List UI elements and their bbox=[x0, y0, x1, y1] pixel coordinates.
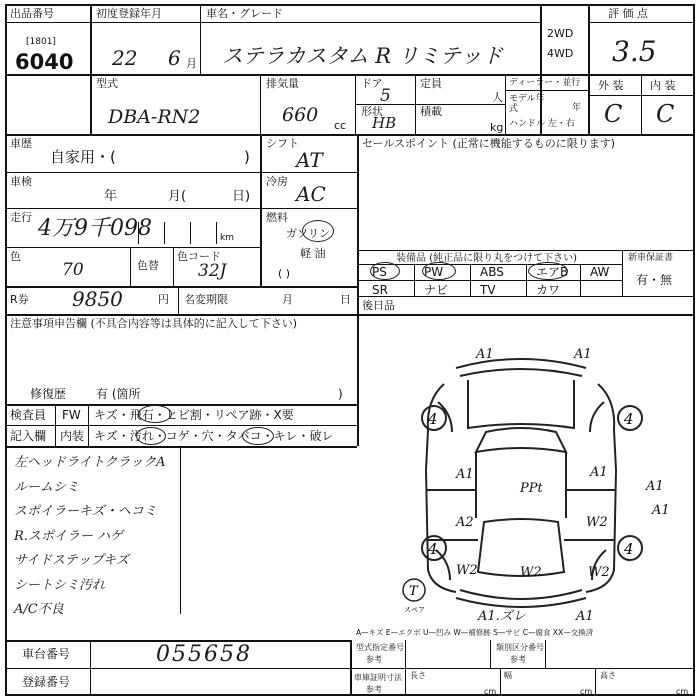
divider bbox=[90, 640, 91, 696]
divider bbox=[5, 172, 357, 173]
lot-number: 6040 bbox=[15, 50, 74, 74]
handle-label: ハンドル 左・右 bbox=[509, 119, 575, 129]
divider bbox=[5, 247, 260, 248]
mark-rear-right: W2 bbox=[588, 565, 610, 580]
person-unit: 人 bbox=[492, 91, 503, 104]
doors-value: 5 bbox=[380, 86, 391, 106]
doors-label: ドア bbox=[361, 77, 383, 90]
equipment-item: AW bbox=[590, 265, 610, 279]
divider bbox=[5, 314, 695, 316]
plate-label: 車庫証明寸法 bbox=[354, 673, 402, 682]
mark-right-side-2: A1 bbox=[652, 503, 670, 518]
spare-label: T bbox=[409, 584, 418, 599]
divider bbox=[130, 247, 131, 286]
mark-rear-right-corner: A1 bbox=[576, 609, 594, 624]
stone-chip-circle bbox=[138, 405, 172, 423]
equipment-item: ABS bbox=[480, 265, 504, 279]
divider bbox=[5, 74, 695, 76]
inspection-year: 年 bbox=[104, 189, 118, 204]
tobacco-circle bbox=[242, 427, 274, 445]
recycle-value: 9850 bbox=[72, 287, 123, 311]
reg-label: 登録番号 bbox=[22, 675, 71, 689]
handwritten-note: R.スポイラー ハゲ bbox=[14, 528, 124, 544]
kg-unit: kg bbox=[490, 121, 504, 134]
pw-circle bbox=[422, 262, 456, 280]
equipment-item: PW bbox=[424, 265, 444, 279]
mark-hood-left: A1 bbox=[456, 467, 474, 482]
divider bbox=[357, 296, 695, 297]
handwritten-note: シートシミ汚れ bbox=[14, 577, 106, 593]
entry-label: 記入欄 bbox=[10, 429, 47, 443]
divider bbox=[588, 22, 695, 23]
mark-tailgate: W2 bbox=[520, 565, 542, 580]
mark-rear-door-left: W2 bbox=[456, 563, 478, 578]
cc-unit: cc bbox=[334, 119, 347, 132]
plate-ref: 参考 bbox=[366, 685, 382, 694]
width-label: 幅 bbox=[504, 671, 512, 680]
equipment-item: TV bbox=[480, 283, 496, 297]
divider bbox=[470, 264, 471, 296]
name-change-label: 名変期限 bbox=[184, 293, 228, 306]
mileage-box-divider bbox=[164, 222, 165, 244]
divider bbox=[526, 264, 527, 296]
year-unit: 年 bbox=[572, 103, 582, 113]
mileage-box-divider bbox=[216, 222, 217, 244]
handwritten-note: A/C不良 bbox=[14, 602, 64, 617]
warranty-label: 新車保証書 bbox=[628, 253, 674, 263]
first-reg-label: 初度登録年月 bbox=[96, 7, 162, 20]
fw-items: キズ・飛石・ヒビ割・リペア跡・X要 bbox=[94, 408, 294, 422]
fuel-gasoline: ガソリン bbox=[286, 227, 330, 240]
spare-sub: スペア bbox=[404, 606, 425, 614]
divider bbox=[545, 640, 546, 668]
legend-text: A—キズ E—エクボ U—凹み W—補修跡 S—サビ C—腐食 XX—交換済 bbox=[356, 628, 594, 637]
displacement-value: 660 bbox=[282, 104, 319, 126]
interior-value: C bbox=[656, 100, 675, 128]
drive-2wd: 2WD bbox=[547, 27, 574, 40]
yen-unit: 円 bbox=[158, 293, 169, 306]
color-code-value: 32J bbox=[198, 261, 227, 281]
fuel-label: 燃料 bbox=[266, 211, 288, 224]
interior-label: 内 装 bbox=[650, 79, 676, 92]
divider bbox=[500, 668, 501, 696]
interior-inspect-items: キズ・汚れ・コゲ・穴・タバコ・キレ・破レ bbox=[94, 429, 334, 443]
fuel-diesel: 軽 油 bbox=[300, 247, 326, 260]
shift-label: シフト bbox=[266, 137, 299, 150]
type-spec-ref: 参考 bbox=[366, 655, 382, 664]
mileage-box-divider bbox=[138, 222, 139, 244]
divider bbox=[173, 247, 174, 286]
mark-rear-bumper: A1.ズレ bbox=[478, 609, 526, 624]
divider bbox=[357, 134, 359, 314]
divider bbox=[588, 4, 590, 134]
divider bbox=[5, 208, 357, 209]
tire-mark: 4 bbox=[428, 540, 438, 558]
handwritten-note: サイドステップキズ bbox=[14, 553, 129, 568]
ps-circle bbox=[370, 262, 400, 280]
divider bbox=[5, 134, 695, 136]
shape-label: 形状 bbox=[361, 105, 383, 118]
notes-column-divider bbox=[180, 446, 181, 614]
mark-door-right-lower: W2 bbox=[586, 515, 608, 530]
divider bbox=[357, 250, 695, 251]
gasoline-circle bbox=[302, 220, 334, 242]
height-label: 高さ bbox=[600, 671, 616, 680]
score-label: 評 価 点 bbox=[608, 7, 648, 20]
ac-value: AC bbox=[296, 182, 326, 206]
inspection-day: 日) bbox=[232, 189, 251, 204]
divider bbox=[5, 404, 357, 406]
km-unit: km bbox=[220, 233, 234, 243]
divider bbox=[405, 640, 406, 696]
drive-4wd: 4WD bbox=[547, 47, 574, 60]
color-label: 色 bbox=[10, 250, 21, 263]
month-unit: 月 bbox=[186, 57, 197, 70]
chassis-label: 車台番号 bbox=[22, 647, 71, 661]
divider bbox=[505, 74, 506, 134]
warranty-value: 有・無 bbox=[636, 273, 673, 287]
mark-front-right: A1 bbox=[574, 347, 592, 362]
length-label: 長さ bbox=[410, 671, 426, 680]
recycle-label: R券 bbox=[10, 293, 29, 306]
inspection-month: 月( bbox=[168, 189, 187, 204]
mark-roof: PPt bbox=[520, 481, 543, 496]
model-label: 型式 bbox=[96, 77, 118, 90]
score-value: 3.5 bbox=[612, 35, 657, 68]
class-ref: 参考 bbox=[510, 655, 526, 664]
equipment-item: ナビ bbox=[424, 283, 449, 297]
equipment-item: カワ bbox=[536, 283, 561, 297]
equipment-label: 装備品 (純正品に限り丸をつけて下さい) bbox=[396, 253, 577, 264]
mileage-box-divider bbox=[190, 222, 191, 244]
divider bbox=[641, 74, 642, 134]
first-reg-year: 22 bbox=[112, 46, 138, 70]
after-day-label: 後日品 bbox=[362, 299, 395, 312]
mileage-label: 走行 bbox=[10, 211, 32, 224]
inspector-label: 検査員 bbox=[10, 408, 47, 422]
model-value: DBA-RN2 bbox=[108, 106, 201, 128]
car-name-label: 車名・グレード bbox=[206, 7, 283, 20]
lot-label: 出品番号 bbox=[10, 7, 54, 20]
exterior-value: C bbox=[604, 100, 623, 128]
height-unit: cm bbox=[676, 687, 689, 696]
handwritten-note: スポイラーキズ・ヘコミ bbox=[14, 504, 157, 519]
mark-right-side: A1 bbox=[646, 479, 664, 494]
divider bbox=[505, 90, 588, 91]
interior-inspect-label: 内装 bbox=[60, 429, 85, 443]
equipment-item: PS bbox=[372, 265, 387, 279]
tire-mark: 4 bbox=[624, 540, 634, 558]
color-code-label: 色コード bbox=[177, 250, 221, 263]
divider bbox=[622, 250, 623, 296]
handwritten-note: 左ヘッドライトクラックA bbox=[14, 455, 166, 470]
length-unit: cm bbox=[484, 687, 497, 696]
tire-mark: 4 bbox=[624, 410, 634, 428]
width-unit: cm bbox=[580, 687, 593, 696]
fw-label: FW bbox=[62, 408, 81, 422]
divider bbox=[490, 640, 491, 668]
first-reg-month: 6 bbox=[168, 46, 181, 70]
divider bbox=[580, 264, 581, 296]
divider bbox=[5, 668, 350, 669]
divider bbox=[55, 404, 56, 446]
divider bbox=[260, 74, 261, 134]
shift-value: AT bbox=[296, 148, 323, 172]
divider bbox=[5, 446, 357, 448]
repair-value: 有 (箇所 bbox=[96, 387, 141, 401]
fuel-paren: ( ) bbox=[278, 267, 291, 280]
exterior-label: 外 装 bbox=[598, 79, 624, 92]
divider bbox=[5, 286, 357, 288]
class-label: 類別区分番号 bbox=[496, 643, 544, 652]
load-label: 積載 bbox=[420, 105, 442, 118]
divider bbox=[88, 404, 89, 446]
divider bbox=[90, 22, 540, 23]
divider bbox=[90, 4, 92, 134]
divider bbox=[595, 668, 596, 696]
repair-close: ) bbox=[338, 387, 343, 401]
divider bbox=[350, 668, 695, 669]
mark-door-right-upper: A1 bbox=[590, 465, 608, 480]
inspection-label: 車検 bbox=[10, 175, 32, 188]
divider bbox=[200, 4, 201, 74]
equipment-item: エアB bbox=[536, 265, 569, 279]
color-value: 70 bbox=[62, 260, 84, 280]
notes-label: 注意事項申告欄 (不具合内容等は具体的に記入して下さい) bbox=[10, 317, 298, 330]
repair-label: 修復歴 bbox=[30, 387, 67, 401]
car-diagram bbox=[356, 340, 686, 625]
divider bbox=[357, 280, 622, 281]
sales-point-label: セールスポイント (正常に機能するものに限ります) bbox=[362, 137, 616, 150]
lot-sub: [1801] bbox=[26, 37, 56, 47]
capacity-label: 定員 bbox=[420, 77, 442, 90]
ac-label: 冷房 bbox=[266, 175, 288, 188]
divider bbox=[260, 134, 262, 286]
mileage-value: 4万9千098 bbox=[38, 216, 152, 241]
tire-mark: 4 bbox=[428, 410, 438, 428]
divider bbox=[5, 22, 90, 23]
airbag-circle bbox=[528, 262, 568, 280]
type-spec-label: 型式指定番号 bbox=[356, 643, 404, 652]
name-change-month: 月 bbox=[282, 293, 293, 306]
divider bbox=[178, 286, 179, 314]
divider bbox=[414, 264, 415, 296]
equipment-item: SR bbox=[372, 283, 388, 297]
displacement-label: 排気量 bbox=[266, 77, 299, 90]
mark-door-left: A2 bbox=[456, 515, 474, 530]
history-label: 車歴 bbox=[10, 137, 32, 150]
shape-value: HB bbox=[372, 114, 397, 132]
handwritten-note: ルームシミ bbox=[14, 479, 80, 495]
dealer-label: ディーラー・並行 bbox=[509, 78, 581, 88]
color-change-label: 色替 bbox=[137, 259, 159, 272]
divider bbox=[5, 425, 357, 426]
history-value: 自家用・( bbox=[50, 148, 116, 166]
stain-circle bbox=[136, 427, 166, 445]
mark-front-left: A1 bbox=[476, 347, 494, 362]
history-close: ) bbox=[244, 148, 250, 166]
model-year-label: モデル年式 bbox=[509, 94, 545, 115]
chassis-value: 055658 bbox=[156, 642, 252, 667]
car-name-value: ステラカスタム R リミテッド bbox=[222, 44, 503, 68]
name-change-day: 日 bbox=[340, 293, 351, 306]
